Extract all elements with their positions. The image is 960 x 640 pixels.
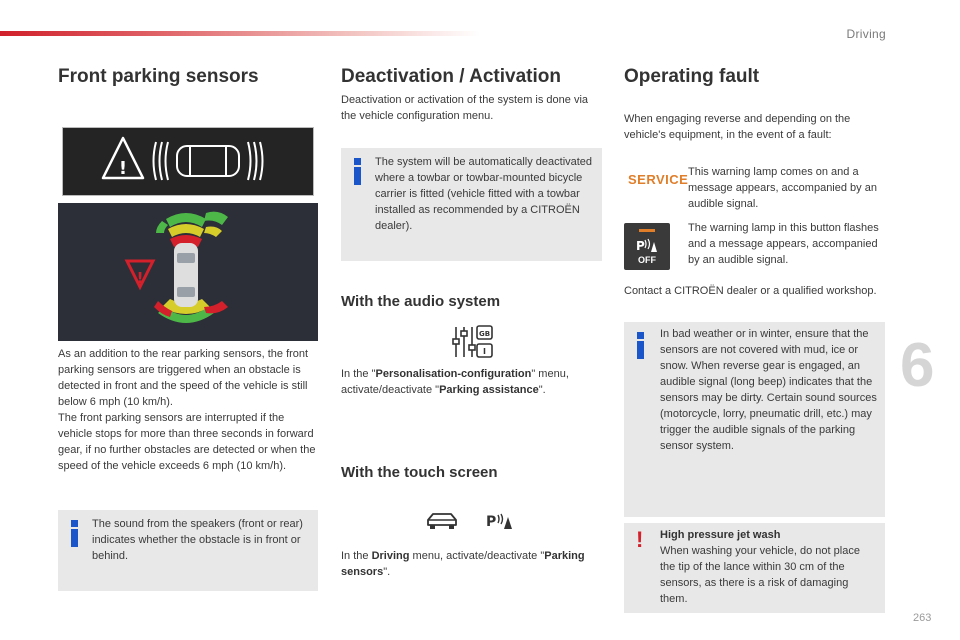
contact-text: Contact a CITROËN dealer or a qualified workshop. bbox=[624, 285, 877, 297]
svg-text:!: ! bbox=[136, 269, 144, 287]
display-screen-image bbox=[62, 127, 314, 196]
audio-settings-icon bbox=[452, 325, 494, 359]
info-icon bbox=[637, 332, 644, 359]
page-number: 263 bbox=[913, 612, 932, 624]
touch-screen-title: With the touch screen bbox=[341, 464, 498, 481]
left-paragraph-1: As an addition to the rear parking sensors, the front parking sensors are triggered when an obstacle is detected in front and the speed of the vehicle is still below 6 mph (10 km/h). bbox=[58, 348, 309, 408]
left-body-text bbox=[58, 346, 318, 474]
left-info-box bbox=[58, 510, 318, 591]
info-icon bbox=[354, 158, 361, 185]
audio-option-name: Parking assistance bbox=[439, 384, 539, 396]
parking-zones-icon bbox=[58, 203, 318, 341]
warning-text: When washing your vehicle, do not place the tip of the lance within 30 cm of the sensors, as there is a risk of damaging them. bbox=[660, 545, 860, 605]
svg-text:GB: GB bbox=[478, 330, 491, 338]
parking-sensor-icon bbox=[486, 511, 516, 531]
parking-sensor-diagram bbox=[58, 203, 318, 341]
parking-off-button bbox=[624, 223, 670, 270]
chapter-number: 6 bbox=[900, 331, 935, 400]
svg-text:I: I bbox=[483, 347, 486, 356]
right-info-text: In bad weather or in winter, ensure that the sensors are not covered with mud, ice or snow. When reverse gear is engaged, an audible signal (long beep) indicates that the sensors may be dirty. Certain sound sources (motorcycle, lorry, pneumatic drill, etc.) may trigger the audible signals of the parking sensor system. bbox=[660, 328, 877, 452]
svg-text:P: P bbox=[636, 239, 645, 253]
touch-option-name: Parking sensors bbox=[341, 550, 585, 578]
audio-instructions: In the "Personalisation-configuration" menu, activate/deactivate "Parking assistance". bbox=[341, 368, 569, 396]
left-info-text: The sound from the speakers (front or rear) indicates whether the obstacle is in front or behind. bbox=[92, 518, 303, 562]
audio-menu-name: Personalisation-configuration bbox=[375, 368, 532, 380]
warning-title: High pressure jet wash bbox=[660, 529, 781, 541]
sensor-display-icon bbox=[63, 128, 313, 195]
deactivation-title: Deactivation / Activation bbox=[341, 66, 561, 87]
audio-system-title: With the audio system bbox=[341, 293, 501, 310]
warning-box bbox=[624, 523, 885, 613]
button-text: The warning lamp in this button flashes and a message appears, accompanied by an audible signal. bbox=[688, 222, 879, 266]
section-label: Driving bbox=[846, 27, 886, 41]
front-sensors-title: Front parking sensors bbox=[58, 66, 259, 87]
left-paragraph-2: The front parking sensors are interrupted if the vehicle stops for more than three seconds in forward gear, if no further obstacles are detected or when the speed of the vehicle exceeds 6 mph (10 km/h). bbox=[58, 412, 316, 472]
warning-exclamation-icon: ! bbox=[636, 527, 644, 552]
car-icon bbox=[425, 511, 459, 531]
right-info-box bbox=[624, 322, 885, 517]
middle-info-box bbox=[341, 148, 602, 261]
operating-fault-title: Operating fault bbox=[624, 66, 760, 87]
middle-info-text: The system will be automatically deactivated where a towbar or towbar-mounted bicycle carrier is fitted (vehicle fitted with a towbar installed as recommended by a CITROËN dealer). bbox=[375, 156, 593, 232]
header-gradient-bar bbox=[0, 31, 480, 36]
warning-content bbox=[660, 527, 878, 607]
svg-text:P: P bbox=[486, 514, 497, 530]
parking-sensor-icon bbox=[635, 237, 659, 253]
touch-instructions: In the Driving menu, activate/deactivate "Parking sensors". bbox=[341, 550, 585, 578]
button-led-indicator bbox=[639, 229, 655, 232]
deactivation-intro: Deactivation or activation of the system is done via the vehicle configuration menu. bbox=[341, 94, 589, 122]
fault-intro: When engaging reverse and depending on the vehicle's equipment, in the event of a fault: bbox=[624, 113, 851, 141]
service-warning-lamp: SERVICE bbox=[628, 172, 689, 187]
button-off-label: OFF bbox=[638, 255, 656, 265]
info-icon bbox=[71, 520, 78, 547]
service-text: This warning lamp comes on and a message appears, accompanied by an audible signal. bbox=[688, 166, 877, 210]
svg-text:!: ! bbox=[118, 158, 128, 179]
touch-menu-name: Driving bbox=[371, 550, 410, 562]
